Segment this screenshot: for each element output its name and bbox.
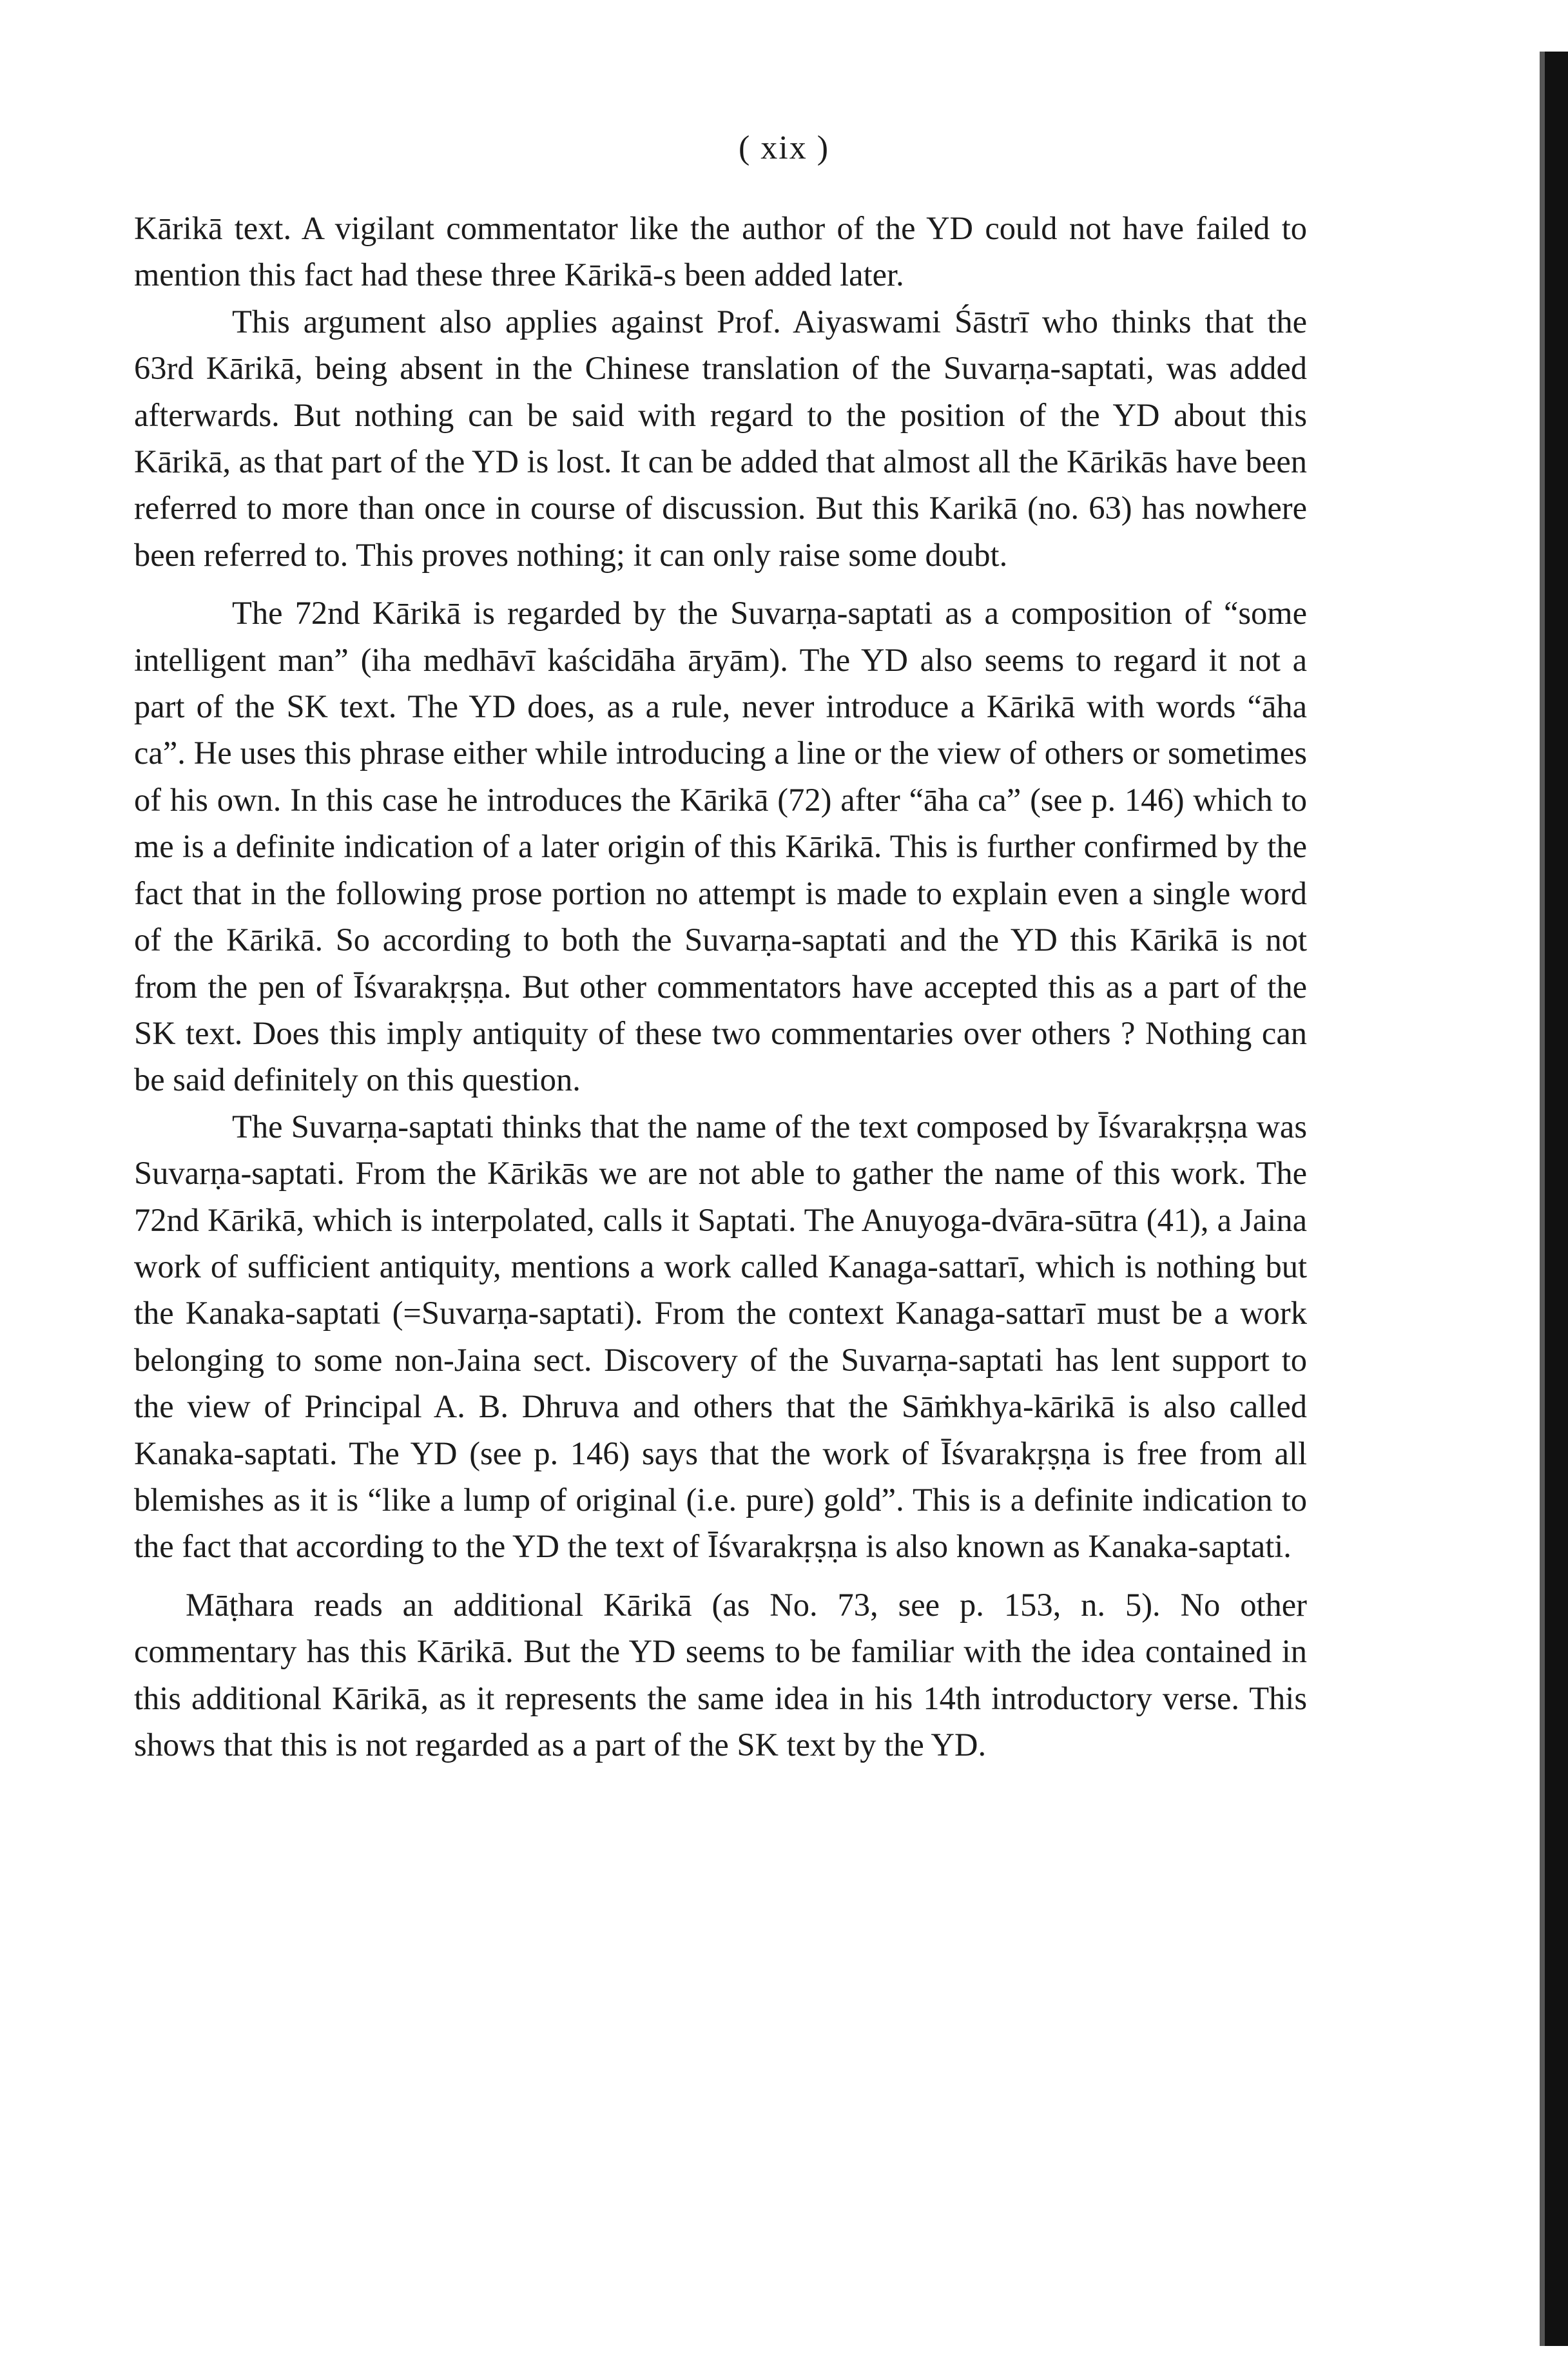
paragraph: The 72nd Kārikā is regarded by the Suvarṇa-saptati as a composition of “some intelligent man” (iha medhāvī kaścidāha āryām). The YD also seems to regard it not a part of the SK text. The YD does, as a rule, never introduce a Kārikā with words “āha ca”. He uses this phrase either while introducing a line or the view of others or sometimes of his own. In this case he introduces the Kārikā (72) after “āha ca” (see p. 146) which to me is a definite indication of a later origin of this Kārikā. This is further confirmed by the fact that in the following prose portion no attempt is made to explain even a single word of the Kārikā. So according to both the Suvarṇa-saptati and the YD this Kārikā is not from the pen of Īśvarakṛṣṇa. But other commentators have accepted this as a part of the SK text. Does this imply antiquity of these two commentaries over others ? Nothing can be said definitely on this question.	[134, 595, 1307, 1098]
page-number: ( xix )	[738, 130, 830, 166]
paragraph: The Suvarṇa-saptati thinks that the name of the text composed by Īśvarakṛṣṇa was Suvarṇa-saptati. From the Kārikās we are not able to gather the name of this work. The 72nd Kārikā, which is interpolated, calls it Saptati. The Anuyoga-dvāra-sūtra (41), a Jaina work of sufficient antiquity, mentions a work called Kanaga-sattarī, which is nothing but the Kanaka-saptati (=Suvarṇa-saptati). From the context Kanaga-sattarī must be a work belonging to some non-Jaina sect. Discovery of the Suvarṇa-saptati has lent support to the view of Principal A. B. Dhruva and others that the Sāṁkhya-kārikā is also called Kanaka-saptati. The YD (see p. 146) says that the work of Īśvarakṛṣṇa is free from all blemishes as it is “like a lump of original (i.e. pure) gold”. This is a definite indication to the fact that according to the YD the text of Īśvarakṛṣṇa is also known as Kanaka-saptati.	[134, 1108, 1307, 1565]
scan-edge-shadow	[1540, 52, 1545, 2346]
paragraph-continued: Kārikā text. A vigilant commentator like the author of the YD could not have failed to mention this fact had these three Kārikā-s been added later.	[134, 210, 1307, 293]
paragraph: Māṭhara reads an additional Kārikā (as No. 73, see p. 153, n. 5). No other commentary has this Kārikā. But the YD seems to be familiar with the idea contained in this additional Kārikā, as it represents the same idea in his 14th introductory verse. This shows that this is not regarded as a part of the SK text by the YD.	[134, 1586, 1307, 1763]
page-body	[134, 205, 1307, 1768]
scan-edge-bar	[1545, 52, 1568, 2346]
paragraph: This argument also applies against Prof. Aiyaswami Śāstrī who thinks that the 63rd Kārikā, being absent in the Chinese translation of the Suvarṇa-saptati, was added afterwards. But nothing can be said with regard to the position of the YD about this Kārikā, as that part of the YD is lost. It can be added that almost all the Kārikās have been referred to more than once in course of discussion. But this Karikā (no. 63) has nowhere been referred to. This proves nothing; it can only raise some doubt.	[134, 303, 1307, 573]
